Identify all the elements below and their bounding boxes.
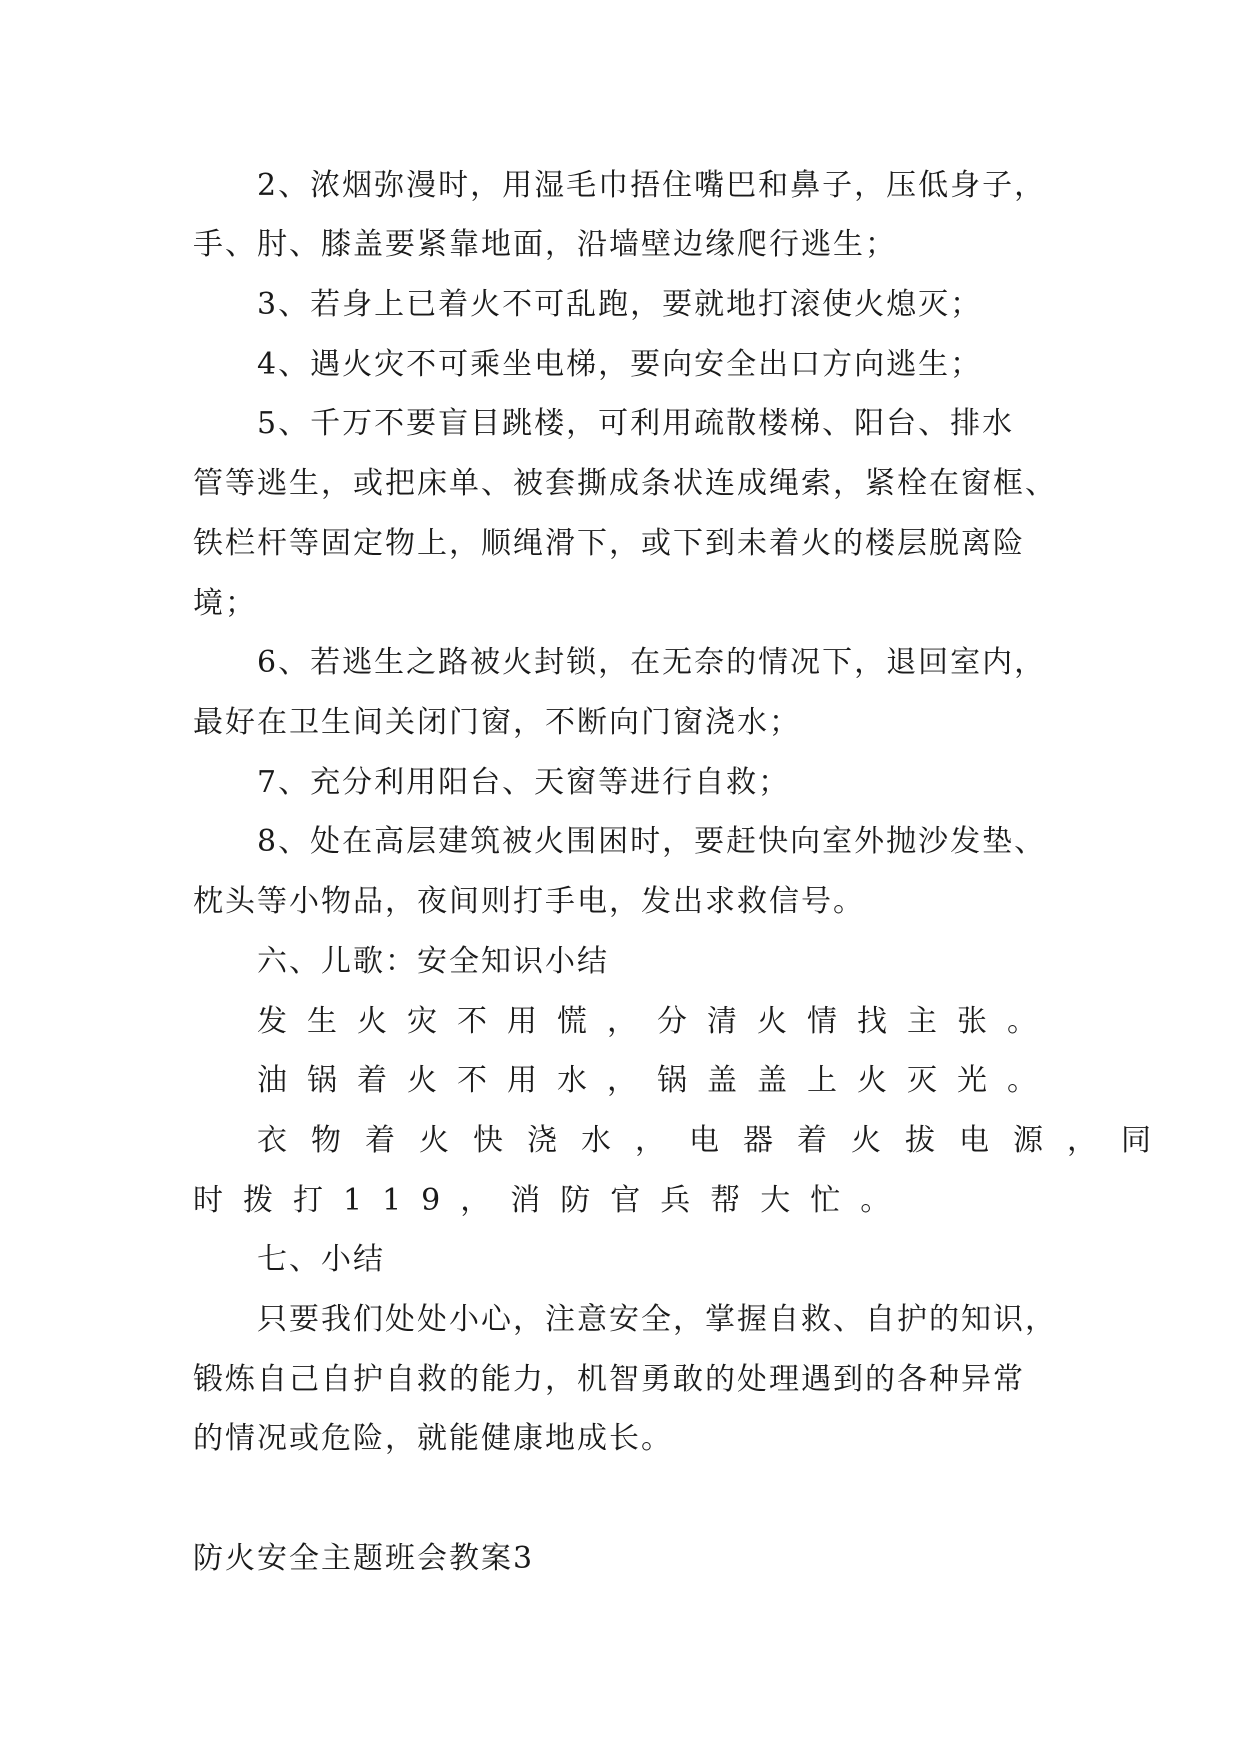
paragraph-line: 铁栏杆等固定物上，顺绳滑下，或下到未着火的楼层脱离险 bbox=[193, 526, 1025, 561]
song-line: 时拨打119，消防官兵帮大忙。 bbox=[193, 1183, 911, 1218]
paragraph-line: 3、若身上已着火不可乱跑，要就地打滚使火熄灭； bbox=[257, 287, 983, 322]
paragraph-line: 境； bbox=[193, 586, 257, 621]
paragraph-line: 8、处在高层建筑被火围困时，要赶快向室外抛沙发垫、 bbox=[257, 824, 1047, 859]
paragraph-line: 4、遇火灾不可乘坐电梯，要向安全出口方向逃生； bbox=[257, 347, 983, 382]
section-heading: 七、小结 bbox=[257, 1242, 385, 1277]
paragraph-line: 最好在卫生间关闭门窗，不断向门窗浇水； bbox=[193, 705, 801, 740]
paragraph-line: 2、浓烟弥漫时，用湿毛巾捂住嘴巴和鼻子，压低身子， bbox=[257, 168, 1047, 203]
paragraph-line: 7、充分利用阳台、天窗等进行自救； bbox=[257, 765, 791, 800]
paragraph-line: 6、若逃生之路被火封锁，在无奈的情况下，退回室内， bbox=[257, 645, 1047, 680]
song-line: 衣物着火快浇水，电器着火拔电源，同 bbox=[257, 1123, 1175, 1158]
paragraph-line: 5、千万不要盲目跳楼，可利用疏散楼梯、阳台、排水 bbox=[257, 406, 1015, 441]
song-line: 发生火灾不用慌，分清火情找主张。 bbox=[257, 1004, 1057, 1039]
section-heading: 六、儿歌：安全知识小结 bbox=[257, 944, 609, 979]
song-line: 油锅着火不用水，锅盖盖上火灭光。 bbox=[257, 1063, 1057, 1098]
document-title: 防火安全主题班会教案3 bbox=[193, 1541, 535, 1576]
paragraph-line: 手、肘、膝盖要紧靠地面，沿墙壁边缘爬行逃生； bbox=[193, 227, 897, 262]
paragraph-line: 锻炼自己自护自救的能力，机智勇敢的处理遇到的各种异常 bbox=[193, 1362, 1025, 1397]
paragraph-line: 只要我们处处小心，注意安全，掌握自救、自护的知识， bbox=[257, 1302, 1057, 1337]
paragraph-line: 管等逃生，或把床单、被套撕成条状连成绳索，紧栓在窗框、 bbox=[193, 466, 1057, 501]
paragraph-line: 的情况或危险，就能健康地成长。 bbox=[193, 1421, 673, 1456]
paragraph-line: 枕头等小物品，夜间则打手电，发出求救信号。 bbox=[193, 884, 865, 919]
